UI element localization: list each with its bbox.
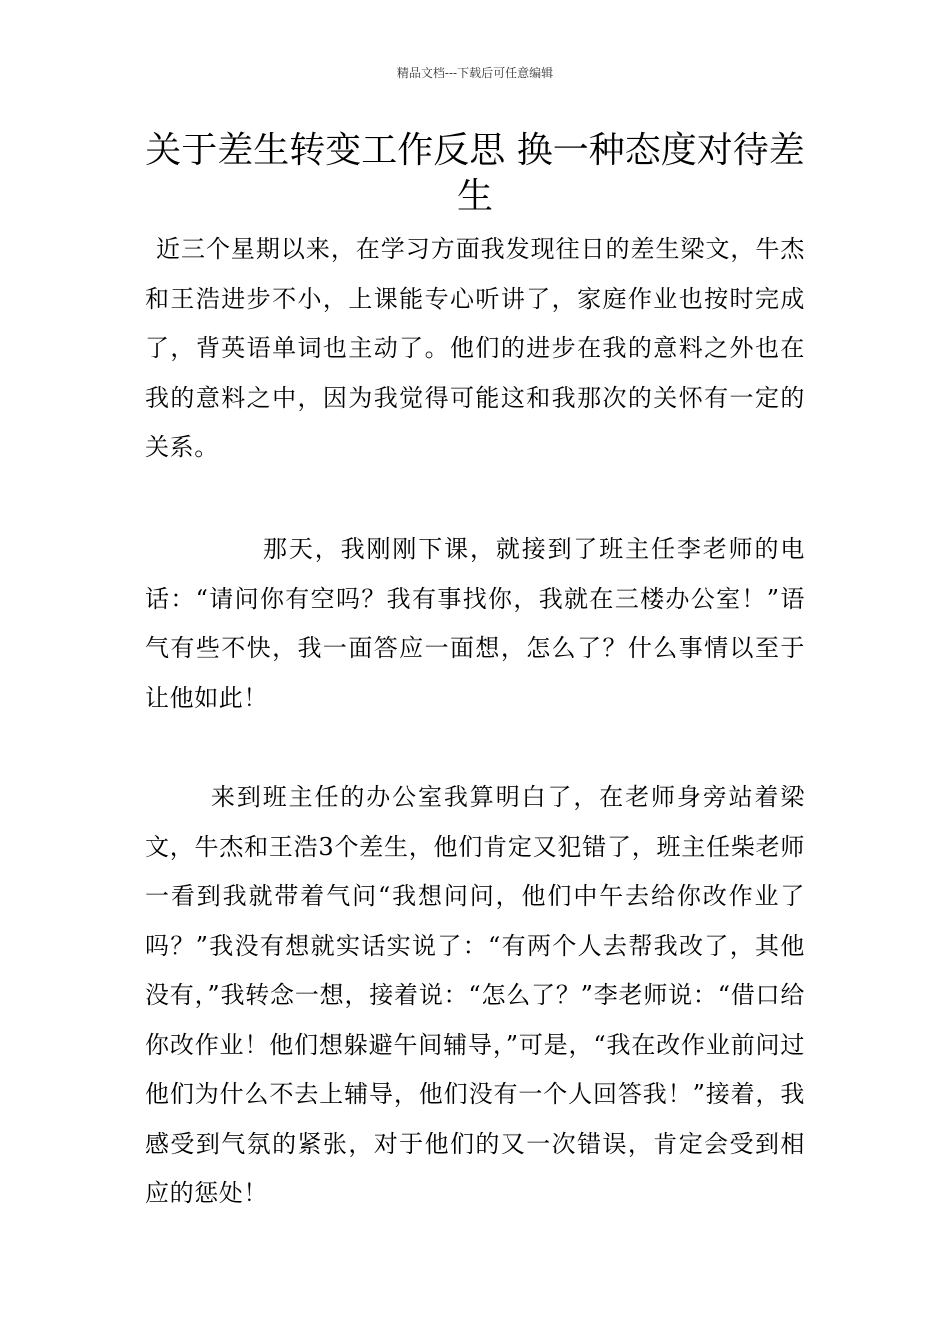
paragraph-1: 近三个星期以来，在学习方面我发现往日的差生梁文，牛杰 和王浩进步不小，上课能专心听讲了，家庭作业也按时完成了，背英语单词也主动了。他们的进步在我的意料之外也在我的意料之中，因为我觉得可能这和我那次的关怀有一定的关系。 — [145, 235, 805, 461]
document-title: 关于差生转变工作反思 换一种态度对待差生 — [145, 130, 805, 217]
paragraph-2: 那天，我刚刚下课，就接到了班主任李老师的电话：“请问你有空吗？我有事找你，我就在三楼办公室！”语气有些不快，我一面答应一面想，怎么了？什么事情以至于让他如此！ — [145, 535, 805, 712]
page-header: 精品文档---下载后可任意编辑 — [396, 66, 554, 80]
paragraph-3: 来到班主任的办公室我算明白了，在老师身旁站着梁文，牛杰和王浩3个差生，他们肯定又犯错了，班主任柴老师一看到我就带着气问“我想问问，他们中午去给你改作业了吗？”我没有想就实话实说了：“有两个人去帮我改了，其他没有，”我转念一想，接着说：“怎么了？”李老师说：“借口给你改作业！他们想躲避午间辅导，”可是，“我在改作业前问过他们为什么不去上辅导，他们没有一个人回答我！”接着，我感受到气氛的紧张，对于他们的又一次错误，肯定会受到相应的惩处！ — [145, 783, 805, 1207]
